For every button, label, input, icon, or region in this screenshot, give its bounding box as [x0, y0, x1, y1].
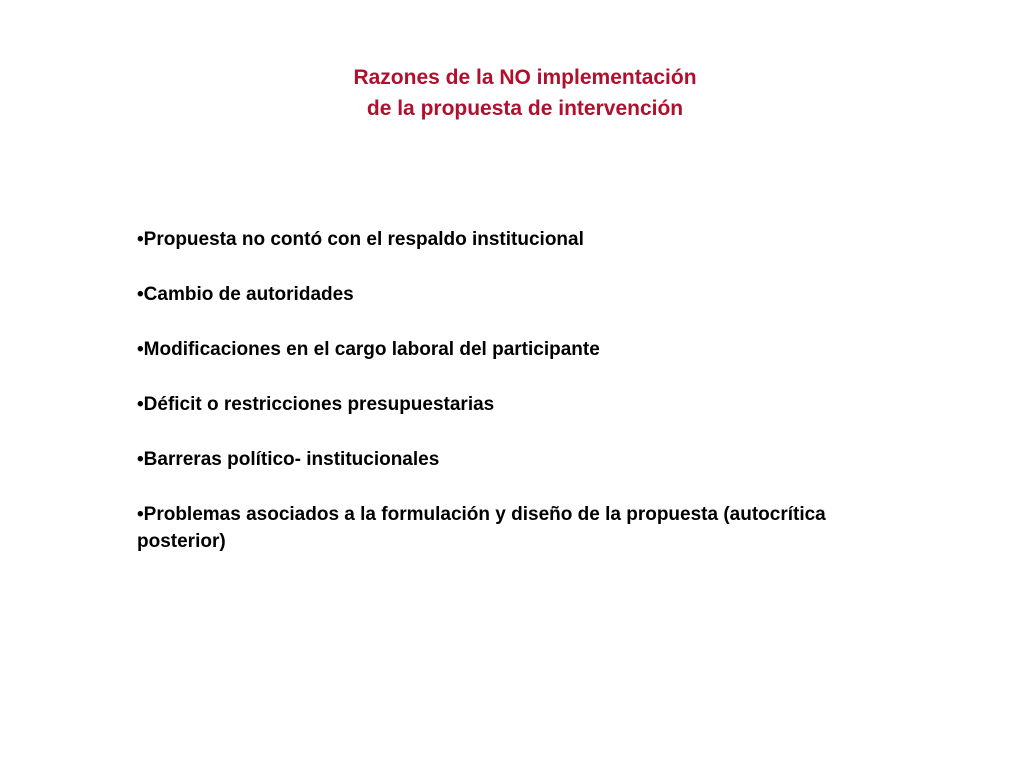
- bullet-icon: •: [137, 504, 144, 525]
- list-item-text: Modificaciones en el cargo laboral del participante: [143, 339, 600, 360]
- bullet-icon: •: [137, 339, 144, 360]
- list-item: [137, 226, 877, 253]
- list-item-text: Barreras político- institucionales: [143, 449, 440, 470]
- list-item-text: Déficit o restricciones presupuestarias: [143, 394, 495, 415]
- title-line-1: Razones de la NO implementación: [353, 66, 697, 89]
- list-item-text: Propuesta no contó con el respaldo institucional: [143, 229, 584, 250]
- title-line-2: de la propuesta de intervención: [366, 97, 684, 120]
- list-item-text: Problemas asociados a la formulación y diseño de la propuesta (autocrítica posterior): [137, 504, 826, 552]
- bullet-list: [137, 226, 877, 555]
- list-item: [137, 501, 877, 555]
- list-item: [137, 391, 877, 418]
- list-item: [137, 336, 877, 363]
- list-item-text: Cambio de autoridades: [143, 284, 354, 305]
- list-item: [137, 281, 877, 308]
- bullet-icon: •: [137, 229, 144, 250]
- bullet-icon: •: [137, 394, 144, 415]
- bullet-icon: •: [137, 449, 144, 470]
- bullet-icon: •: [137, 284, 144, 305]
- list-item: [137, 446, 877, 473]
- slide-title: [200, 62, 850, 124]
